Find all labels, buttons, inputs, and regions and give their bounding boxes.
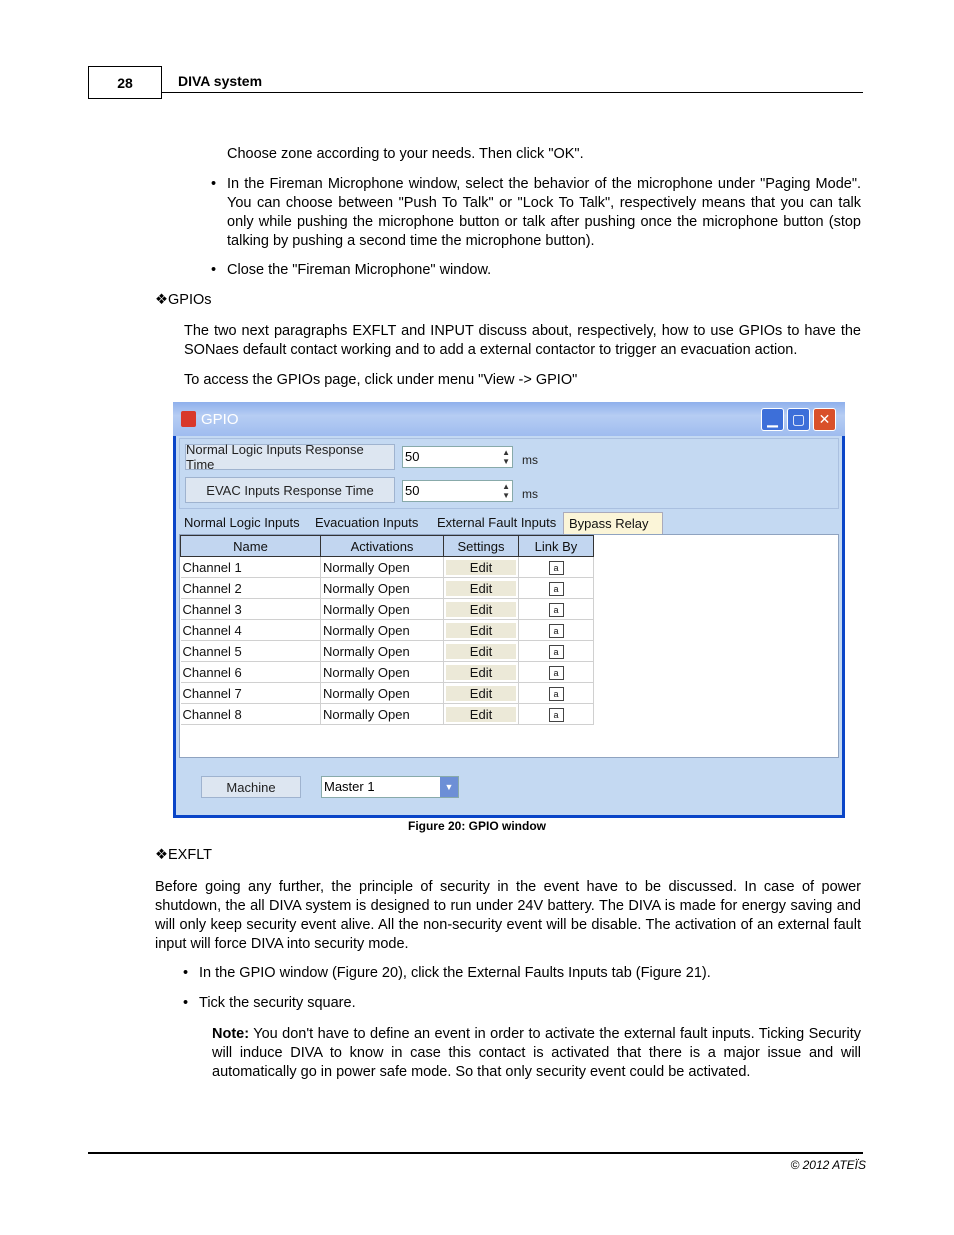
footer-rule	[88, 1152, 863, 1154]
close-icon[interactable]: ✕	[813, 408, 836, 431]
evac-response-value: 50	[405, 483, 420, 498]
tab-bypass-relay[interactable]: Bypass Relay	[563, 512, 663, 534]
window-title: GPIO	[201, 411, 239, 428]
bullet-dot: •	[211, 262, 217, 278]
footer-copyright: © 2012 ATEÏS	[790, 1158, 866, 1172]
col-name[interactable]: Name	[181, 536, 321, 557]
bullet-tick	[183, 994, 861, 1013]
tab-content	[179, 534, 839, 758]
heading-exflt: ❖EXFLT	[155, 847, 213, 863]
channel-link	[519, 683, 594, 704]
channel-settings	[444, 662, 519, 683]
channel-activation[interactable]: Normally Open	[321, 578, 444, 599]
bullet-dot: •	[183, 965, 189, 981]
bullet-dot: •	[211, 176, 217, 192]
col-activations[interactable]: Activations	[321, 536, 444, 557]
channel-link	[519, 620, 594, 641]
table-row[interactable]	[181, 557, 594, 578]
channel-name: Channel 8	[181, 704, 321, 725]
table-row[interactable]	[181, 599, 594, 620]
tab-normal-logic-inputs[interactable]: Normal Logic Inputs	[184, 515, 300, 530]
edit-button[interactable]: Edit	[446, 581, 516, 596]
window-titlebar	[173, 402, 845, 436]
edit-button[interactable]: Edit	[446, 644, 516, 659]
channel-activation[interactable]: Normally Open	[321, 662, 444, 683]
header-rule	[162, 92, 863, 93]
spinner-arrows-icon[interactable]: ▲ ▼	[502, 482, 510, 500]
channel-name: Channel 3	[181, 599, 321, 620]
gpio-access-paragraph: To access the GPIOs page, click under menu "View -> GPIO"	[184, 372, 578, 388]
machine-select[interactable]	[321, 776, 459, 798]
app-icon	[181, 411, 196, 427]
machine-select-value: Master 1	[324, 779, 375, 794]
table-row[interactable]	[181, 641, 594, 662]
channel-name: Channel 1	[181, 557, 321, 578]
window-client	[176, 436, 842, 815]
channel-settings	[444, 704, 519, 725]
edit-button[interactable]: Edit	[446, 665, 516, 680]
channel-table	[180, 535, 594, 725]
channel-settings	[444, 599, 519, 620]
edit-button[interactable]: Edit	[446, 686, 516, 701]
bullet-tick-text: Tick the security square.	[199, 995, 356, 1011]
channel-settings	[444, 620, 519, 641]
link-icon[interactable]: a	[549, 645, 564, 659]
col-link-by[interactable]: Link By	[519, 536, 594, 557]
channel-link	[519, 641, 594, 662]
table-row[interactable]	[181, 620, 594, 641]
edit-button[interactable]: Edit	[446, 602, 516, 617]
table-row[interactable]	[181, 683, 594, 704]
bullet-gpio-window-text: In the GPIO window (Figure 20), click the External Faults Inputs tab (Figure 21).	[199, 965, 711, 981]
channel-link	[519, 704, 594, 725]
heading-gpios: ❖GPIOs	[155, 292, 212, 308]
channel-settings	[444, 683, 519, 704]
bullet-fireman-text: In the Fireman Microphone window, select the behavior of the microphone under "Paging Mode". You can choose between "Push To Talk" or "Lock To Talk", respectively means that you can talk only while pushing the microphone button or talk after pushing once the microphone button (stop talking by pushing a second time the microphone button).	[227, 176, 861, 249]
machine-panel	[179, 761, 839, 813]
note-paragraph	[212, 1025, 861, 1082]
edit-button[interactable]: Edit	[446, 623, 516, 638]
channel-name: Channel 2	[181, 578, 321, 599]
gpio-tabs	[179, 512, 839, 534]
normal-response-label: Normal Logic Inputs Response Time	[185, 444, 395, 470]
link-icon[interactable]: a	[549, 603, 564, 617]
channel-activation[interactable]: Normally Open	[321, 704, 444, 725]
channel-link	[519, 662, 594, 683]
table-row[interactable]	[181, 578, 594, 599]
link-icon[interactable]: a	[549, 561, 564, 575]
bullet-dot: •	[183, 995, 189, 1011]
evac-response-spinner[interactable]	[402, 480, 513, 502]
bullet-close-text: Close the "Fireman Microphone" window.	[227, 262, 492, 278]
gpio-intro-paragraph: The two next paragraphs EXFLT and INPUT discuss about, respectively, how to use GPIOs to have the SONaes default contact working and to add a external contactor to trigger an evacuation action.	[184, 323, 861, 358]
tab-evacuation-inputs[interactable]: Evacuation Inputs	[315, 515, 419, 530]
figure-caption: Figure 20: GPIO window	[407, 819, 546, 833]
normal-response-spinner[interactable]	[402, 446, 513, 468]
machine-label: Machine	[201, 776, 301, 798]
note-label: Note:	[212, 1026, 250, 1042]
channel-settings	[444, 578, 519, 599]
channel-activation[interactable]: Normally Open	[321, 683, 444, 704]
gpio-window	[173, 402, 845, 818]
doc-title: DIVA system	[178, 73, 263, 89]
channel-activation[interactable]: Normally Open	[321, 599, 444, 620]
evac-response-label: EVAC Inputs Response Time	[185, 477, 395, 503]
channel-activation[interactable]: Normally Open	[321, 557, 444, 578]
page-number: 28	[88, 66, 162, 99]
exflt-paragraph: Before going any further, the principle of security in the event have to be discussed. In case of power shutdown, the all DIVA system is designed to run under 24V battery. The DIVA is made for energy saving and will only keep security event alive. All the non-security event will be disable. The activation of an external fault input will force DIVA into security mode.	[155, 879, 861, 952]
response-time-panel	[179, 438, 839, 509]
normal-response-value: 50	[405, 449, 420, 464]
note-text: You don't have to define an event in order to activate the external fault inputs. Ticking Security will induce DIVA to know in case this contact is activated that there is a major issue and will automatically go in power safe mode. So that only security event could be activated.	[212, 1026, 861, 1080]
channel-name: Channel 4	[181, 620, 321, 641]
maximize-icon[interactable]: ▢	[787, 408, 810, 431]
minimize-icon[interactable]: ▁	[761, 408, 784, 431]
channel-name: Channel 5	[181, 641, 321, 662]
col-settings[interactable]: Settings	[444, 536, 519, 557]
chevron-down-icon[interactable]: ▼	[440, 777, 458, 797]
tab-external-fault-inputs[interactable]: External Fault Inputs	[437, 515, 557, 530]
channel-settings	[444, 557, 519, 578]
table-row[interactable]	[181, 704, 594, 725]
normal-unit: ms	[522, 453, 538, 467]
channel-link	[519, 578, 594, 599]
edit-button[interactable]: Edit	[446, 560, 516, 575]
channel-settings	[444, 641, 519, 662]
bullet-close	[211, 261, 861, 280]
bullet-fireman	[211, 175, 861, 251]
evac-unit: ms	[522, 487, 538, 501]
link-icon[interactable]: a	[549, 687, 564, 701]
spinner-arrows-icon[interactable]: ▲ ▼	[502, 448, 510, 466]
choose-zone-paragraph: Choose zone according to your needs. Then click "OK".	[227, 146, 584, 162]
link-icon[interactable]: a	[549, 708, 564, 722]
link-icon[interactable]: a	[549, 624, 564, 638]
table-row[interactable]	[181, 662, 594, 683]
channel-name: Channel 7	[181, 683, 321, 704]
link-icon[interactable]: a	[549, 666, 564, 680]
channel-activation[interactable]: Normally Open	[321, 641, 444, 662]
channel-name: Channel 6	[181, 662, 321, 683]
bullet-gpio-window	[183, 964, 861, 983]
edit-button[interactable]: Edit	[446, 707, 516, 722]
link-icon[interactable]: a	[549, 582, 564, 596]
channel-link	[519, 557, 594, 578]
channel-link	[519, 599, 594, 620]
channel-activation[interactable]: Normally Open	[321, 620, 444, 641]
